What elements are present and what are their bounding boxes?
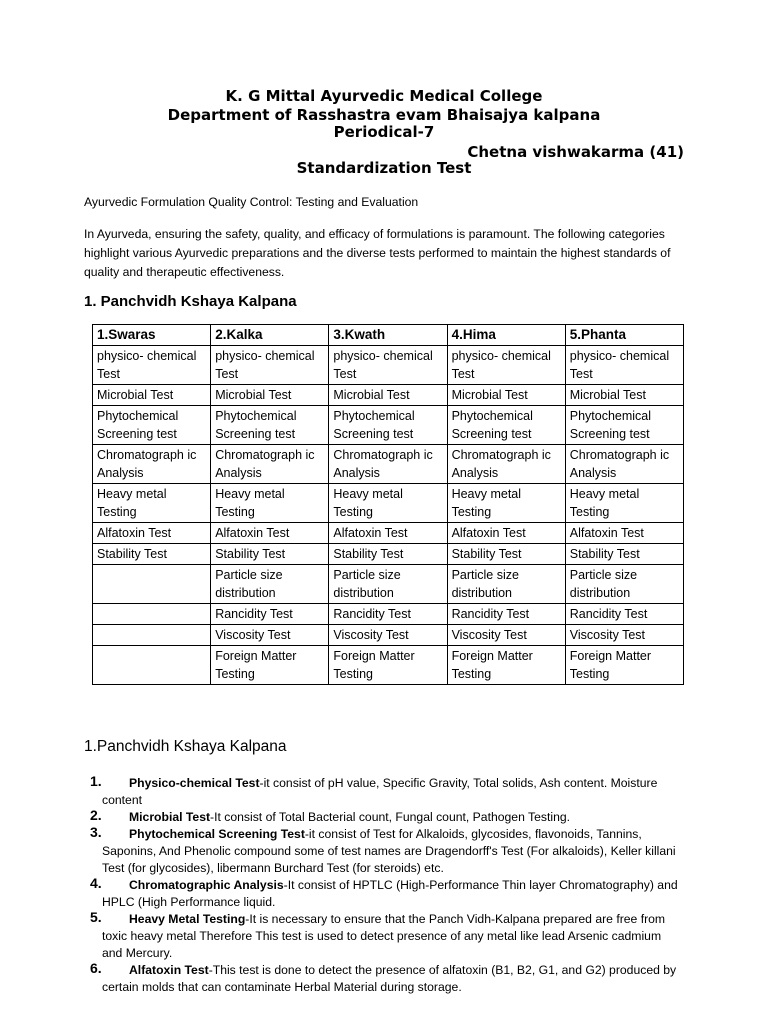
table-cell: Foreign Matter Testing: [329, 646, 447, 685]
list-description: -It consist of Total Bacterial count, Fungal count, Pathogen Testing.: [210, 810, 571, 824]
table-cell: Heavy metal Testing: [93, 484, 211, 523]
table-cell: Alfatoxin Test: [93, 523, 211, 544]
table-cell: Foreign Matter Testing: [211, 646, 329, 685]
table-row: [93, 445, 684, 484]
list-term: Chromatographic Analysis: [129, 878, 284, 892]
table-cell: Stability Test: [211, 544, 329, 565]
details-list: [84, 775, 684, 996]
table-cell: Particle size distribution: [447, 565, 565, 604]
table-cell: Chromatograph ic Analysis: [565, 445, 683, 484]
table-cell: Microbial Test: [329, 385, 447, 406]
table-row: [93, 484, 684, 523]
table-cell: Phytochemical Screening test: [329, 406, 447, 445]
table-cell: Foreign Matter Testing: [447, 646, 565, 685]
list-item: [84, 809, 684, 826]
list-description: -it consist of Test for Alkaloids, glycosides, flavonoids, Tannins, Saponins, And Phenolic compound some of test names are Dragendorff's Test (For alkaloids), Keller killani Test (for glycosides), libermann Burchard Test (for steroids) etc.: [102, 827, 676, 875]
table-cell: Particle size distribution: [565, 565, 683, 604]
list-term: Physico-chemical Test: [129, 776, 260, 790]
table-cell: Particle size distribution: [211, 565, 329, 604]
table-cell: physico- chemical Test: [447, 346, 565, 385]
test-title: Standardization Test: [296, 159, 472, 177]
list-item: [84, 826, 684, 877]
table-row: [93, 646, 684, 685]
list-description: -It is necessary to ensure that the Panch Vidh-Kalpana prepared are free from toxic heavy metal Therefore This test is used to detect presence of any metal like lead Arsenic cadmium and Mercury.: [102, 912, 666, 960]
table-cell: Phytochemical Screening test: [211, 406, 329, 445]
list-number: 6.: [90, 960, 102, 976]
table-cell: Alfatoxin Test: [447, 523, 565, 544]
table-row: [93, 346, 684, 385]
list-term: Microbial Test: [129, 810, 211, 824]
column-header: 5.Phanta: [565, 325, 683, 346]
list-description: -It consist of HPTLC (High-Performance Thin layer Chromatography) and HPLC (High Performance liquid.: [102, 878, 678, 909]
list-number: 3.: [90, 824, 102, 840]
column-header: 2.Kalka: [211, 325, 329, 346]
list-number: 5.: [90, 909, 102, 925]
table-cell: Heavy metal Testing: [565, 484, 683, 523]
section-heading-details: 1.Panchvidh Kshaya Kalpana: [84, 738, 287, 755]
table-header-row: [93, 325, 684, 346]
table-cell: Microbial Test: [93, 385, 211, 406]
table-cell: physico- chemical Test: [329, 346, 447, 385]
table-cell: Rancidity Test: [565, 604, 683, 625]
tests-table: [92, 324, 684, 685]
list-description: -it consist of pH value, Specific Gravity, Total solids, Ash content. Moisture content: [102, 776, 658, 807]
department-name: Department of Rasshastra evam Bhaisajya kalpana: [167, 106, 601, 124]
table-cell: [93, 565, 211, 604]
section-heading: 1. Panchvidh Kshaya Kalpana: [84, 293, 297, 310]
table-cell: Alfatoxin Test: [329, 523, 447, 544]
table-cell: Rancidity Test: [211, 604, 329, 625]
table-cell: [93, 625, 211, 646]
table-row: [93, 604, 684, 625]
table-row: [93, 523, 684, 544]
table-cell: Chromatograph ic Analysis: [211, 445, 329, 484]
list-item: [84, 911, 684, 962]
list-item: [84, 877, 684, 911]
intro-subtitle: Ayurvedic Formulation Quality Control: Testing and Evaluation: [84, 195, 419, 209]
table-cell: Chromatograph ic Analysis: [329, 445, 447, 484]
list-number: 1.: [90, 773, 102, 789]
table-cell: physico- chemical Test: [211, 346, 329, 385]
column-header: 4.Hima: [447, 325, 565, 346]
table-cell: Particle size distribution: [329, 565, 447, 604]
table-cell: Foreign Matter Testing: [565, 646, 683, 685]
table-cell: Heavy metal Testing: [447, 484, 565, 523]
table-cell: Viscosity Test: [447, 625, 565, 646]
table-cell: Alfatoxin Test: [211, 523, 329, 544]
table-cell: Heavy metal Testing: [329, 484, 447, 523]
table-cell: Stability Test: [329, 544, 447, 565]
student-name: Chetna vishwakarma (41): [467, 143, 684, 161]
table-cell: [93, 604, 211, 625]
table-cell: Microbial Test: [565, 385, 683, 406]
periodical-label: Periodical-7: [333, 123, 435, 141]
table-cell: Phytochemical Screening test: [447, 406, 565, 445]
table-cell: [93, 646, 211, 685]
list-term: Alfatoxin Test: [129, 963, 209, 977]
table-cell: Rancidity Test: [329, 604, 447, 625]
intro-paragraph: In Ayurveda, ensuring the safety, quality, and efficacy of formulations is paramount. The following categories highlight various Ayurvedic preparations and the diverse tests performed to maintain the highest standards of quality and therapeutic effectiveness.: [84, 227, 671, 279]
table-row: [93, 565, 684, 604]
list-item: [84, 775, 684, 809]
table-cell: Heavy metal Testing: [211, 484, 329, 523]
table-cell: Alfatoxin Test: [565, 523, 683, 544]
table-cell: physico- chemical Test: [565, 346, 683, 385]
table-row: [93, 406, 684, 445]
table-cell: Rancidity Test: [447, 604, 565, 625]
list-number: 2.: [90, 807, 102, 823]
table-body: [93, 346, 684, 685]
list-description: -This test is done to detect the presence of alfatoxin (B1, B2, G1, and G2) produced by certain molds that can contaminate Herbal Material during storage.: [102, 963, 677, 994]
list-number: 4.: [90, 875, 102, 891]
column-header: 1.Swaras: [93, 325, 211, 346]
list-item: [84, 962, 684, 996]
column-header: 3.Kwath: [329, 325, 447, 346]
table-row: [93, 544, 684, 565]
list-term: Heavy Metal Testing: [129, 912, 246, 926]
table-cell: Stability Test: [565, 544, 683, 565]
table-cell: Viscosity Test: [565, 625, 683, 646]
list-term: Phytochemical Screening Test: [129, 827, 305, 841]
table-cell: Chromatograph ic Analysis: [93, 445, 211, 484]
table-cell: Viscosity Test: [211, 625, 329, 646]
table-cell: Viscosity Test: [329, 625, 447, 646]
table-cell: Chromatograph ic Analysis: [447, 445, 565, 484]
table-row: [93, 385, 684, 406]
table-cell: Microbial Test: [447, 385, 565, 406]
table-cell: Stability Test: [447, 544, 565, 565]
table-row: [93, 625, 684, 646]
college-name: K. G Mittal Ayurvedic Medical College: [225, 87, 543, 105]
table-cell: Phytochemical Screening test: [93, 406, 211, 445]
table-cell: Microbial Test: [211, 385, 329, 406]
table-cell: physico- chemical Test: [93, 346, 211, 385]
table-cell: Stability Test: [93, 544, 211, 565]
table-cell: Phytochemical Screening test: [565, 406, 683, 445]
